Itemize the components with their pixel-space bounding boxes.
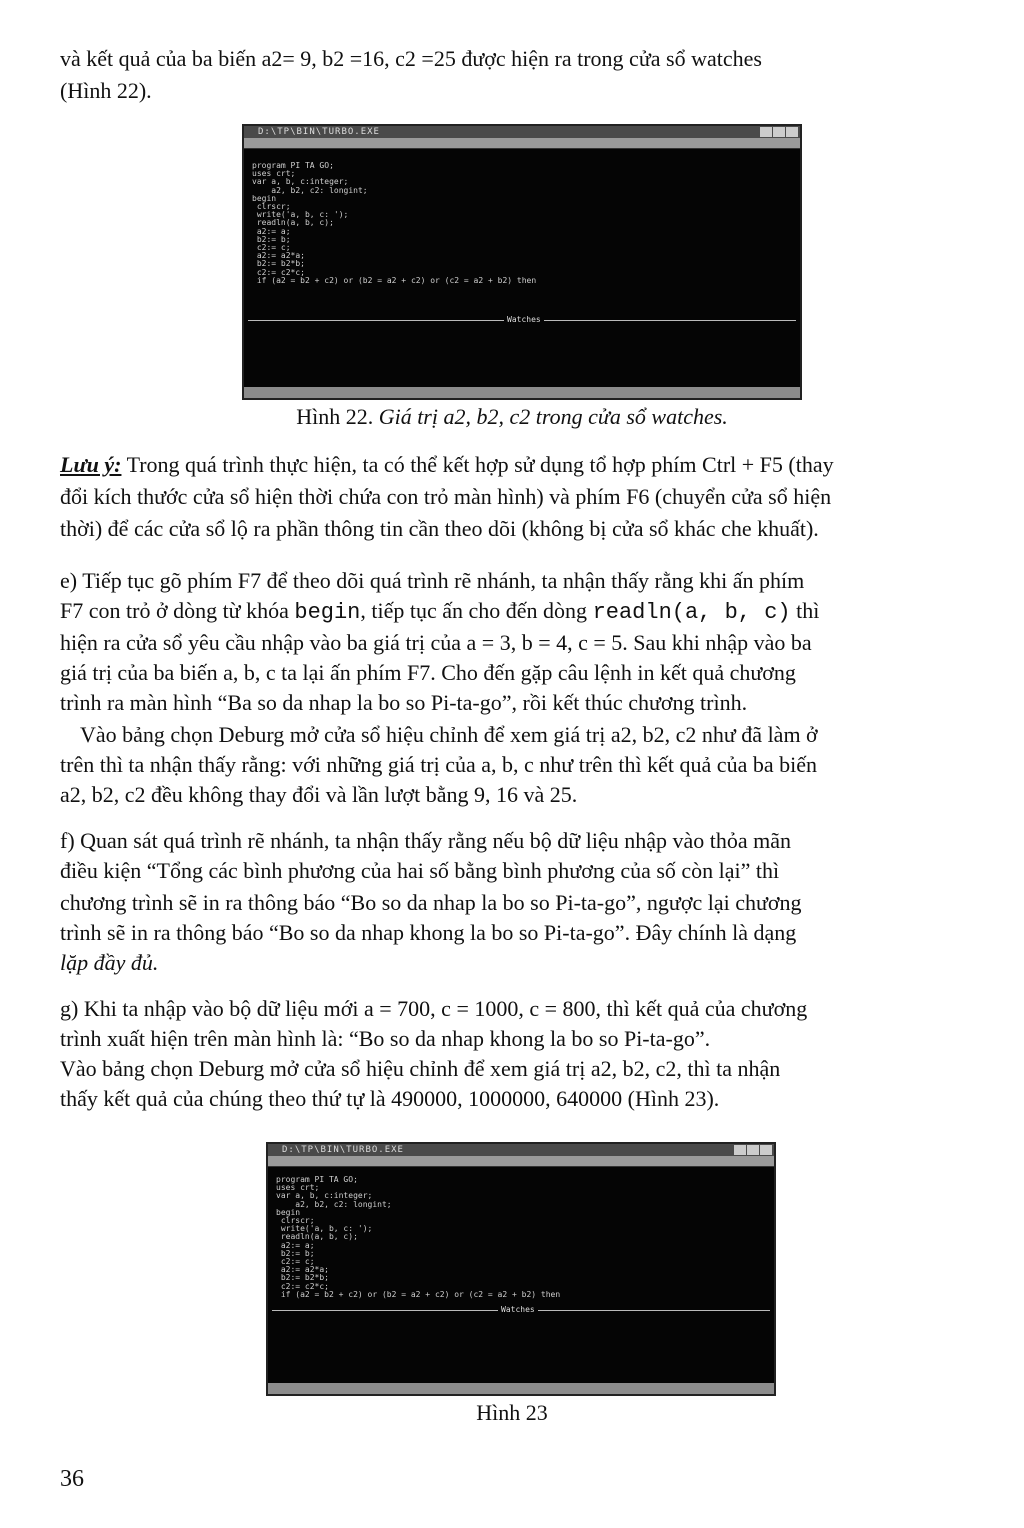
window-controls [760, 127, 798, 137]
window-title: D:\TP\BIN\TURBO.EXE [258, 127, 380, 137]
status-bar [268, 1383, 774, 1394]
paragraph-v-line3: a2, b2, c2 đều không thay đổi và lần lượt bằng 9, 16 và 25. [60, 782, 578, 807]
paragraph-v-line2: trên thì ta nhận thấy rằng: với những giá trị của a, b, c như trên thì kết quả của ba biến [60, 752, 817, 777]
note-line1: Lưu ý: Trong quá trình thực hiện, ta có thể kết hợp sử dụng tổ hợp phím Ctrl + F5 (thay [60, 452, 834, 477]
window-title: D:\TP\BIN\TURBO.EXE [282, 1145, 404, 1155]
note-line2: đổi kích thước cửa sổ hiện thời chứa con trỏ màn hình) và phím F6 (chuyển cửa sổ hiện [60, 484, 832, 509]
close-icon [786, 127, 798, 137]
code-line: c2:= c2*c; [252, 267, 305, 277]
paragraph-intro-line1: và kết quả của ba biến a2= 9, b2 =16, c2 =25 được hiện ra trong cửa sổ watches [60, 46, 762, 71]
code-line: clrscr; [252, 202, 291, 212]
minimize-icon [760, 127, 772, 137]
status-bar [244, 387, 800, 398]
paragraph-g-line2: trình xuất hiện trên màn hình là: “Bo so da nhap khong la bo so Pi-ta-go”. [60, 1026, 711, 1051]
code-line: write('a, b, c: '); [276, 1224, 373, 1234]
paragraph-f-line5: lặp đầy đủ. [60, 950, 159, 975]
paragraph-e-line4: giá trị của ba biến a, b, c ta lại ấn phím F7. Cho đến gặp câu lệnh in kết quả chương [60, 660, 796, 685]
paragraph-e-line5: trình ra màn hình “Ba so da nhap la bo so Pi-ta-go”, rồi kết thúc chương trình. [60, 690, 748, 715]
code-line: c2:= c2*c; [276, 1281, 329, 1291]
watches-label: Watches [498, 1306, 538, 1314]
figure-23-screenshot [266, 1142, 776, 1396]
code-line: program PI TA GO; [276, 1175, 358, 1184]
code-begin: begin [294, 600, 361, 625]
code-line: var a, b, c:integer; [252, 177, 349, 187]
paragraph-v-line1: Vào bảng chọn Deburg mở cửa sổ hiệu chỉnh để xem giá trị a2, b2, c2 như đã làm ở [80, 722, 818, 747]
paragraph-e-line3: hiện ra cửa sổ yêu cầu nhập vào ba giá trị của a = 3, b = 4, c = 5. Sau khi nhập vào ba [60, 630, 812, 655]
menu-bar [268, 1156, 774, 1167]
menu-bar [244, 138, 800, 149]
maximize-icon [747, 1145, 759, 1155]
code-line: var a, b, c:integer; [276, 1191, 373, 1201]
note-label: Lưu ý: [60, 452, 122, 477]
minimize-icon [734, 1145, 746, 1155]
paragraph-e-line1: e) Tiếp tục gõ phím F7 để theo dõi quá trình rẽ nhánh, ta nhận thấy rằng khi ấn phím [60, 568, 805, 593]
code-line: b2:= b2*b; [276, 1273, 329, 1283]
code-line: uses crt; [252, 169, 296, 179]
code-line: b2:= b2*b; [252, 259, 305, 269]
code-line: uses crt; [276, 1183, 320, 1193]
code-line: a2, b2, c2: longint; [252, 185, 368, 195]
code-line: program PI TA GO; [252, 161, 334, 170]
code-line: a2, b2, c2: longint; [276, 1199, 392, 1209]
figure-22-caption: Hình 22. Giá trị a2, b2, c2 trong cửa sổ watches. [296, 404, 728, 429]
close-icon [760, 1145, 772, 1155]
code-line: c2:= c; [252, 243, 291, 253]
code-readln: readln(a, b, c) [592, 600, 791, 625]
code-line: a2:= a2*a; [276, 1265, 329, 1275]
code-line: if (a2 = b2 + c2) or (b2 = a2 + c2) or (c2 = a2 + b2) then [276, 1289, 561, 1299]
paragraph-f-line1: f) Quan sát quá trình rẽ nhánh, ta nhận thấy rằng nếu bộ dữ liệu nhập vào thỏa mãn [60, 828, 791, 853]
maximize-icon [773, 127, 785, 137]
paragraph-e-line2: F7 con trỏ ở dòng từ khóa begin, tiếp tục ấn cho đến dòng readln(a, b, c) thì [60, 598, 820, 625]
code-line: b2:= b; [276, 1248, 315, 1258]
page-number: 36 [60, 1466, 84, 1492]
code-line: readln(a, b, c); [276, 1232, 358, 1242]
note-line3: thời) để các cửa sổ lộ ra phần thông tin cần theo dõi (không bị cửa sổ khác che khuất). [60, 516, 819, 541]
code-line: clrscr; [276, 1216, 315, 1226]
window-titlebar [268, 1144, 774, 1156]
window-titlebar [244, 126, 800, 138]
code-line: begin [252, 193, 277, 203]
code-editor [252, 162, 536, 285]
code-editor [276, 1176, 560, 1299]
paragraph-g-line4: thấy kết quả của chúng theo thứ tự là 490000, 1000000, 640000 (Hình 23). [60, 1086, 720, 1111]
code-line: b2:= b; [252, 234, 291, 244]
code-line: begin [276, 1207, 301, 1217]
paragraph-f-line4: trình sẽ in ra thông báo “Bo so da nhap khong la bo so Pi-ta-go”. Đây chính là dạng [60, 920, 797, 945]
window-controls [734, 1145, 772, 1155]
figure-23-caption: Hình 23 [476, 1400, 548, 1425]
code-line: if (a2 = b2 + c2) or (b2 = a2 + c2) or (c2 = a2 + b2) then [252, 275, 537, 285]
paragraph-g-line3: Vào bảng chọn Deburg mở cửa sổ hiệu chỉnh để xem giá trị a2, b2, c2, thì ta nhận [60, 1056, 781, 1081]
figure-22-screenshot [242, 124, 802, 400]
paragraph-intro-line2: (Hình 22). [60, 78, 152, 103]
code-line: a2:= a; [252, 226, 291, 236]
code-line: c2:= c; [276, 1257, 315, 1267]
code-line: readln(a, b, c); [252, 218, 334, 228]
code-line: a2:= a; [276, 1240, 315, 1250]
watches-label: Watches [504, 316, 544, 324]
paragraph-g-line1: g) Khi ta nhập vào bộ dữ liệu mới a = 700, c = 1000, c = 800, thì kết quả của chương [60, 996, 808, 1021]
code-line: a2:= a2*a; [252, 251, 305, 261]
paragraph-f-line3: chương trình sẽ in ra thông báo “Bo so da nhap la bo so Pi-ta-go”, ngược lại chương [60, 890, 802, 915]
paragraph-f-line2: điều kiện “Tổng các bình phương của hai số bằng bình phương của số còn lại” thì [60, 858, 780, 883]
code-line: write('a, b, c: '); [252, 210, 349, 220]
